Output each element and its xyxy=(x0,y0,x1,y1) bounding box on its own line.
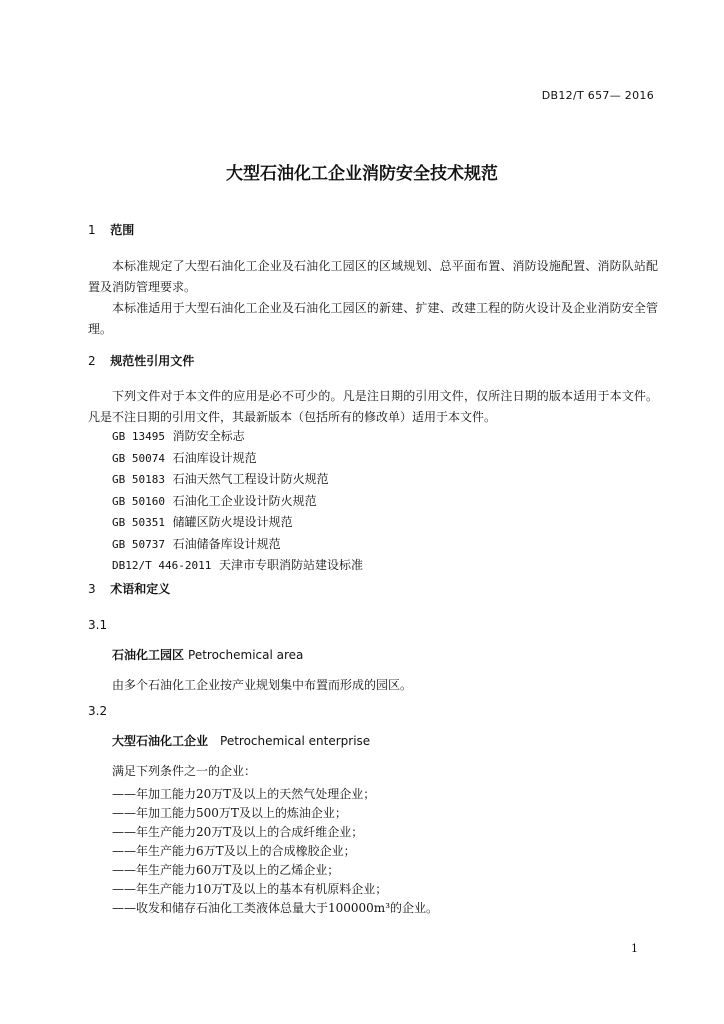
scope-paragraph-2: 本标准适用于大型石油化工企业及石油化工园区的新建、扩建、改建工程的防火设计及企业消防安全管理。 xyxy=(88,301,658,336)
term-chinese: 石油化工园区 xyxy=(112,648,185,662)
section-number: 2 xyxy=(88,354,96,368)
section-3-heading xyxy=(88,580,170,597)
reference-code: GB 50737 xyxy=(112,537,165,551)
section-1-heading xyxy=(88,221,134,238)
condition-item: ——年生产能力20万T及以上的合成纤维企业； xyxy=(112,825,364,839)
condition-list xyxy=(112,785,438,918)
term-english: Petrochemical area xyxy=(188,648,304,662)
reference-title: 石油天然气工程设计防火规范 xyxy=(172,472,329,486)
reference-title: 石油储备库设计规范 xyxy=(172,536,281,551)
condition-item: ——年加工能力20万T及以上的天然气处理企业； xyxy=(112,787,376,801)
clause-3-1-number: 3.1 xyxy=(88,618,108,632)
section-title: 范围 xyxy=(110,223,135,237)
reference-item xyxy=(112,448,363,470)
reference-code: GB 13495 xyxy=(112,430,165,443)
term-chinese: 大型石油化工企业 xyxy=(112,734,209,748)
reference-item xyxy=(112,534,363,556)
document-code: DB12/T 657— 2016 xyxy=(541,89,654,102)
reference-item xyxy=(112,555,363,577)
reference-item xyxy=(112,491,363,513)
scope-paragraph-1: 本标准规定了大型石油化工企业及石油化工园区的区域规划、总平面布置、消防设施配置、消防队站配置及消防管理要求。 xyxy=(88,259,658,294)
condition-item: ——年生产能力10万T及以上的基本有机原料企业； xyxy=(112,882,388,896)
condition-item: ——年加工能力500万T及以上的炼油企业； xyxy=(112,806,347,820)
condition-item: ——年生产能力60万T及以上的乙烯企业； xyxy=(112,863,340,877)
condition-item: ——收发和储存石油化工类液体总量大于100000m³的企业。 xyxy=(112,901,438,915)
section-number: 1 xyxy=(88,223,96,237)
reference-title: 石油化工企业设计防火规范 xyxy=(172,493,317,508)
reference-title: 石油库设计规范 xyxy=(172,450,257,465)
term-3-2 xyxy=(112,732,370,749)
term-3-1 xyxy=(112,646,303,663)
clause-3-2-number: 3.2 xyxy=(88,704,108,718)
section-2-heading xyxy=(88,352,194,369)
definition-3-1: 由多个石油化工企业按产业规划集中布置而形成的园区。 xyxy=(112,678,413,692)
reference-code: GB 50183 xyxy=(112,473,165,486)
condition-item: ——年生产能力6万T及以上的合成橡胶企业； xyxy=(112,844,356,858)
document-title: 大型石油化工企业消防安全技术规范 xyxy=(226,164,498,184)
section-title: 规范性引用文件 xyxy=(110,354,195,368)
term-english: Petrochemical enterprise xyxy=(220,734,371,748)
reference-title: 储罐区防火堤设计规范 xyxy=(172,515,293,529)
reference-item xyxy=(112,426,363,448)
definition-3-2: 满足下列条件之一的企业： xyxy=(112,764,257,778)
page-number: 1 xyxy=(631,942,638,955)
reference-code: GB 50351 xyxy=(112,516,165,529)
reference-code: DB12/T 446-2011 xyxy=(112,559,212,572)
reference-item xyxy=(112,512,363,534)
section-number: 3 xyxy=(88,582,96,596)
reference-code: GB 50074 xyxy=(112,451,165,465)
reference-title: 消防安全标志 xyxy=(172,429,245,443)
references-intro: 下列文件对于本文件的应用是必不可少的。凡是注日期的引用文件，仅所注日期的版本适用于本文件。凡是不注日期的引用文件，其最新版本（包括所有的修改单）适用于本文件。 xyxy=(88,389,658,424)
reference-item xyxy=(112,469,363,491)
reference-title: 天津市专职消防站建设标准 xyxy=(218,558,363,572)
reference-code: GB 50160 xyxy=(112,494,165,508)
section-title: 术语和定义 xyxy=(110,582,171,596)
reference-list xyxy=(112,426,363,577)
